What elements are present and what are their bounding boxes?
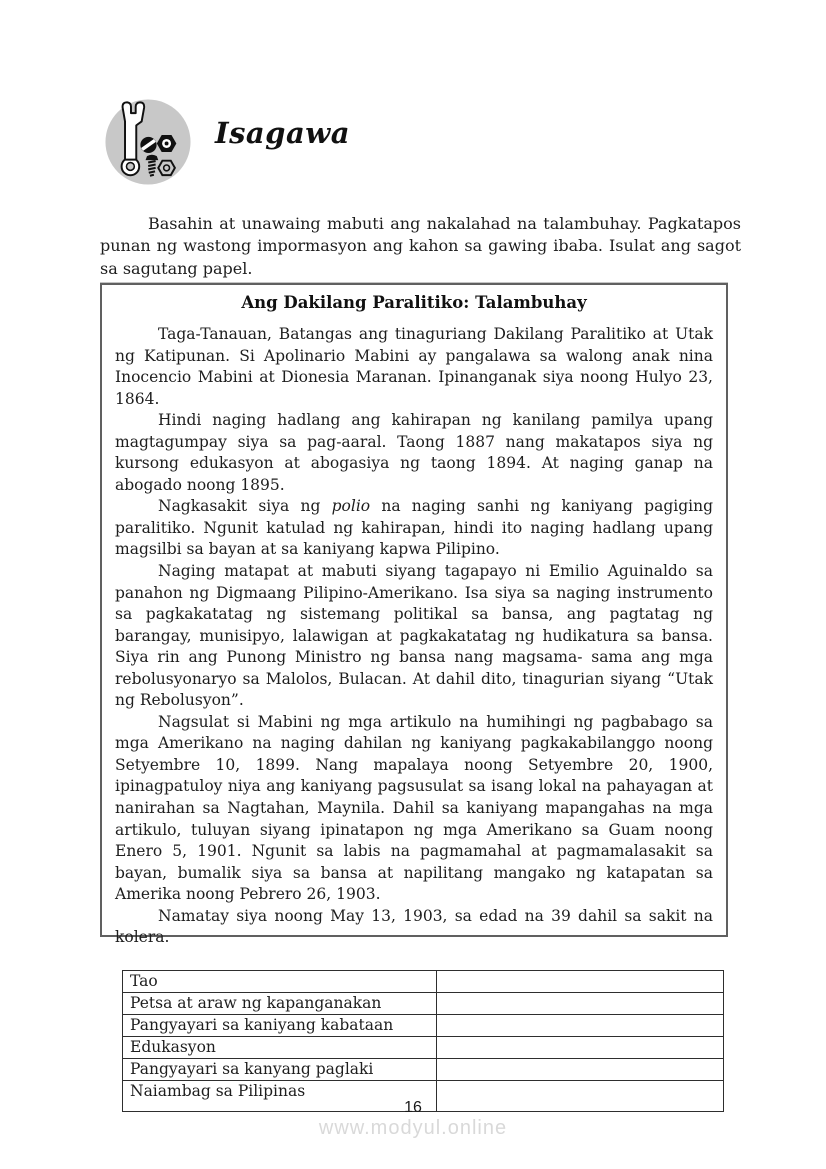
table-row (123, 1015, 724, 1037)
biography-box (100, 283, 728, 947)
row-label-cell: Edukasyon (123, 1037, 437, 1059)
row-label-cell: Pangyayari sa kaniyang kabataan (123, 1015, 437, 1037)
page-title: Isagawa (215, 116, 351, 150)
row-value-cell (437, 1015, 724, 1037)
biography-paragraph (115, 561, 713, 712)
row-label-cell: Naiambag sa Pilipinas (123, 1081, 437, 1112)
italic-text-run: polio (331, 497, 371, 516)
row-label-cell: Pangyayari sa kanyang paglaki (123, 1059, 437, 1081)
instructions-text: Basahin at unawaing mabuti ang nakalahad na talambuhay. Pagkatapos punan ng wastong impormasyon ang kahon sa gawing ibaba. Isulat ang sagot sa sagutang papel. (100, 214, 741, 278)
text-run: na naging sanhi ng kaniyang pagiging paralitiko. Ngunit katulad ng kahirapan, hindi ito naging hadlang upang magsilbi sa bayan at sa kaniyang kapwa Pilipino. (115, 497, 713, 559)
biography-title: Ang Dakilang Paralitiko: Talambuhay (241, 293, 587, 312)
row-label-cell: Tao (123, 971, 437, 993)
page-number: 16 (404, 1099, 422, 1116)
text-run: Nagkasakit siya ng (158, 497, 332, 516)
text-run: Naging matapat at mabuti siyang tagapayo ni Emilio Aguinaldo sa panahon ng Digmaang Pilipino-Amerikano. Isa siya sa naging instrumento sa pagkakatatag ng sistemang politikal sa bansa, ang pagtatag ng barangay, munisipyo, lalawigan at pagkakatatag ng hudikatura sa bansa. Siya rin ang Punong Ministro ng bansa nang magsama- sama ang mga rebolusyonaryo sa Malolos, Bulacan. At dahil dito, tinagurian siyang “Utak ng Rebolusyon”. (115, 562, 713, 710)
text-run: Taga-Tanauan, Batangas ang tinaguriang Dakilang Paralitiko at Utak ng Katipunan. Si Apolinario Mabini ay pangalawa sa walong anak nina Inocencio Mabini at Dionesia Maranan. Ipinanganak siya noong Hulyo 23, 1864. (115, 325, 713, 408)
watermark-text: www.modyul.online (318, 1117, 508, 1139)
biography-paragraph (115, 496, 713, 561)
row-label-cell: Petsa at araw ng kapanganakan (123, 993, 437, 1015)
wrench-and-fasteners-icon (104, 98, 192, 186)
table-row (123, 1037, 724, 1059)
biography-paragraph (115, 324, 713, 410)
table-row (123, 971, 724, 993)
answer-table (122, 970, 724, 1112)
row-value-cell (437, 1037, 724, 1059)
biography-paragraph (115, 410, 713, 496)
biography-paragraph (115, 712, 713, 906)
text-run: Namatay siya noong May 13, 1903, sa edad na 39 dahil sa sakit na kolera. (115, 906, 713, 947)
table-row (123, 1059, 724, 1081)
answer-table-body (123, 971, 724, 1112)
text-run: Hindi naging hadlang ang kahirapan ng kanilang pamilya upang magtagumpay siya sa pag-aaral. Taong 1887 nang makatapos siya ng kursong edukasyon at abogasiya ng taong 1894. At naging ganap na abogado noong 1895. (115, 411, 713, 494)
row-value-cell (437, 993, 724, 1015)
biography-paragraph (115, 906, 713, 949)
row-value-cell (437, 971, 724, 993)
text-run: Nagsulat si Mabini ng mga artikulo na humihingi ng pagbabago sa mga Amerikano na naging dahilan ng kaniyang pagkakabilanggo noong Setyembre 10, 1899. Nang mapalaya noong Setyembre 20, 1900, ipinagpatuloy niya ang kaniyang pagsusulat sa isang lokal na pahayagan at nanirahan sa Nagtahan, Maynila. Dahil sa kaniyang mapangahas na mga artikulo, tuluyan siyang ipinatapon ng mga Amerikano sa Guam noong Enero 5, 1901. Ngunit sa labis na pagmamahal at pagmamalasakit sa bayan, bumalik siya sa bansa at napilitang mangako ng katapatan sa Amerika noong Pebrero 26, 1903. (115, 712, 713, 904)
biography-paragraphs (115, 324, 713, 949)
row-value-cell (437, 1059, 724, 1081)
table-row (123, 993, 724, 1015)
